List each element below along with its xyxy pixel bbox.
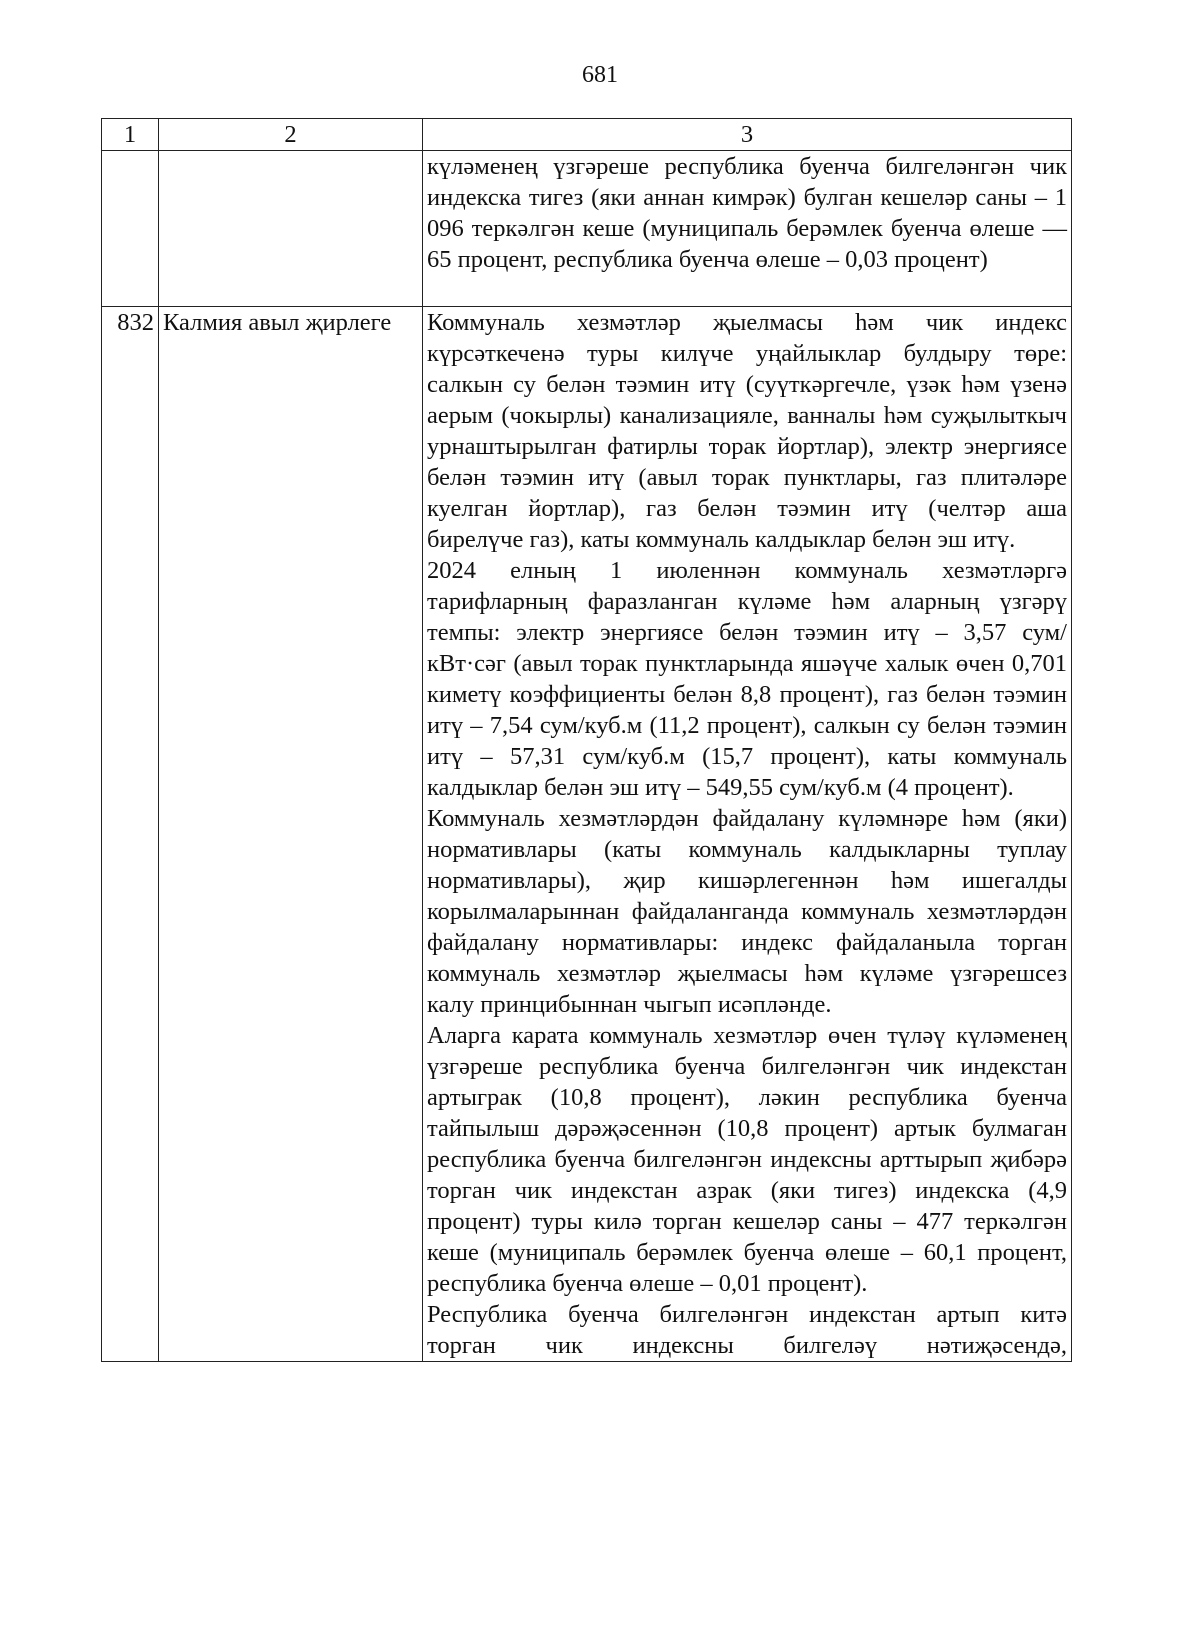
header-col-2: 2 <box>159 119 423 151</box>
cell-empty-1 <box>102 151 159 307</box>
description-cell <box>423 307 1072 1362</box>
page-number: 681 <box>582 62 618 88</box>
paragraph-tariffs: 2024 елның 1 июленнән коммуналь хезмәтләргә тарифларның фаразланган күләме һәм аларның үзгәрү темпы: электр энергиясе белән тәэмин итү – 3,57 сум/кВт·сәг (авыл торак пунктларында яшәүче халык өчен 0,701 киметү коэффициенты белән 8,8 процент), газ белән тәэмин итү – 7,54 сум/куб.м (11,2 процент), салкын су белән тәэмин итү – 57,31 сум/куб.м (15,7 процент), каты коммуналь калдыклар белән эш итү – 549,55 сум/куб.м (4 процент). <box>427 557 1067 801</box>
row-number: 832 <box>102 307 159 1362</box>
paragraph-result: Республика буенча билгеләнгән индекстан артып китә торган чик индексны билгеләү нәтиҗәсендә, <box>427 1301 1067 1359</box>
table-header-row <box>102 119 1072 151</box>
settlement-name: Калмия авыл җирлеге <box>159 307 423 1362</box>
table-row-continuation <box>102 151 1072 307</box>
table-row-832 <box>102 307 1072 1362</box>
continuation-text-cell <box>423 151 1072 307</box>
paragraph-population: Аларга карата коммуналь хезмәтләр өчен түләү күләменең үзгәреше республика буенча билгеләнгән чик индекстан артыграк (10,8 процент), ләкин республика буенча тайпылыш дәрәҗәсеннән (10,8 процент) артык булмаган республика буенча билгеләнгән индексны арттырып җибәрә торган чик индекстан азрак (яки тигез) индекска (4,9 процент) туры килә торган кешеләр саны – 477 теркәлгән кеше (муниципаль берәмлек буенча өлеше – 60,1 процент, республика буенча өлеше – 0,01 процент). <box>427 1022 1067 1297</box>
continuation-paragraph: күләменең үзгәреше республика буенча билгеләнгән чик индекска тигез (яки аннан кимрәк) булган кешеләр саны – 1 096 теркәлгән кеше (муниципаль берәмлек буенча өлеше — 65 процент, республика буенча өлеше – 0,03 процент) <box>427 153 1067 273</box>
paragraph-amenities: Коммуналь хезмәтләр җыелмасы һәм чик индекс күрсәткеченә туры килүче уңайлыклар булдыру төре: салкын су белән тәэмин итү (суүткәргечле, үзәк һәм үзенә аерым (чокырлы) канализацияле, ванналы һәм суҗылыткыч урнаштырылган фатирлы торак йортлар), электр энергиясе белән тәэмин итү (авыл торак пунктлары, газ плитәләре куелган йортлар), газ белән тәэмин итү (челтәр аша бирелүче газ), каты коммуналь калдыклар белән эш итү. <box>427 309 1067 553</box>
cell-empty-2 <box>159 151 423 307</box>
header-col-3: 3 <box>423 119 1072 151</box>
header-col-1: 1 <box>102 119 159 151</box>
paragraph-norms: Коммуналь хезмәтләрдән файдалану күләмнәре һәм (яки) нормативлары (каты коммуналь калдыкларны туплау нормативлары), җир кишәрлегеннән һәм ишегалды корылмаларыннан файдаланганда коммуналь хезмәтләрдән файдалану нормативлары: индекс файдаланыла торган коммуналь хезмәтләр җыелмасы һәм күләме үзгәрешсез калу принцибыннан чыгып исәпләнде. <box>427 805 1067 1018</box>
document-table <box>101 118 1072 1362</box>
